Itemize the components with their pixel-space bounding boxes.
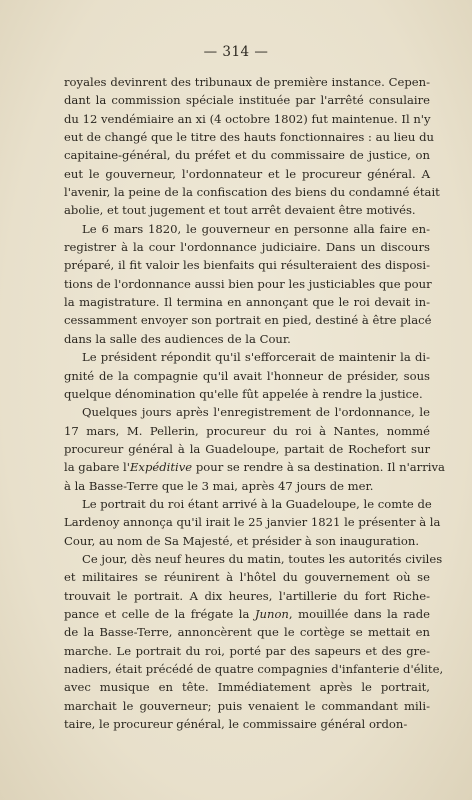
text-line: et militaires se réunirent à l'hôtel du gouvernement où se — [64, 570, 430, 585]
text-line: de la Basse-Terre, annoncèrent que le cortège se mettait en — [64, 625, 430, 640]
text-line: dans la salle des audiences de la Cour. — [64, 331, 291, 346]
page-number: — 314 — — [203, 44, 269, 60]
text-line: trouvait le portrait. A dix heures, l'artillerie du fort Riche- — [64, 588, 430, 603]
text-line: l'avenir, la peine de la confiscation des biens du condamné était — [64, 185, 440, 200]
text-line: la magistrature. Il termina en annonçant que le roi devait in- — [64, 295, 430, 310]
paragraph — [64, 220, 430, 348]
paragraph — [64, 403, 445, 495]
text-line: Cour, au nom de Sa Majesté, et présider à son inauguration. — [64, 533, 420, 548]
text-line: gnité de la compagnie qu'il avait l'honneur de présider, sous — [64, 368, 430, 383]
text-line: tions de l'ordonnance aussi bien pour les justiciables que pour — [64, 276, 432, 291]
paragraph — [64, 550, 444, 733]
text-line: quelque dénomination qu'elle fût appelée à rendre la justice. — [64, 386, 423, 401]
text-line: capitaine-général, du préfet et du commissaire de justice, on — [64, 148, 430, 163]
text-line: registrer à la cour l'ordonnance judiciaire. Dans un discours — [64, 240, 430, 255]
text-line: taire, le procureur général, le commissaire général ordon- — [64, 717, 408, 732]
paragraph — [64, 495, 441, 550]
text-line: préparé, il fit valoir les bienfaits qui résulteraient des disposi- — [64, 258, 430, 273]
ship-name: Junon — [254, 606, 289, 621]
text-line: à la Basse-Terre que le 3 mai, après 47 jours de mer. — [64, 478, 374, 493]
paragraph — [64, 73, 440, 220]
text-line: marchait le gouverneur; puis venaient le commandant mili- — [64, 698, 430, 713]
text-line: abolie, et tout jugement et tout arrêt devaient être motivés. — [64, 203, 416, 218]
text-line: eut le gouverneur, l'ordonnateur et le procureur général. A — [64, 166, 430, 181]
body-text — [64, 73, 445, 733]
text-line: Le portrait du roi étant arrivé à la Guadeloupe, le comte de — [82, 496, 432, 511]
text-line: dant la commission spéciale instituée par l'arrêté consulaire — [64, 93, 430, 108]
text-line: Le président répondit qu'il s'efforcerait de maintenir la di- — [82, 350, 430, 365]
text-line: procureur général à la Guadeloupe, partait de Rochefort sur — [64, 441, 430, 456]
text-line: royales devinrent des tribunaux de première instance. Cepen- — [64, 75, 430, 89]
text-line: la gabare l'Expéditive pour se rendre à sa destination. Il n'arriva — [64, 460, 445, 475]
text-line: Lardenoy annonça qu'il irait le 25 janvier 1821 le présenter à la — [64, 515, 441, 530]
text-line: pance et celle de la frégate la Junon, mouillée dans la rade — [64, 606, 430, 621]
text-line: cessamment envoyer son portrait en pied, destiné à être placé — [64, 313, 432, 328]
text-line: avec musique en tête. Immédiatement après le portrait, — [64, 680, 430, 695]
text-line: du 12 vendémiaire an xi (4 octobre 1802) fut maintenue. Il n'y — [64, 111, 431, 126]
ship-name: Expéditive — [129, 460, 193, 475]
text-line: nadiers, était précédé de quatre compagnies d'infanterie d'élite, — [64, 662, 444, 676]
text-line: marche. Le portrait du roi, porté par des sapeurs et des gre- — [64, 643, 430, 658]
text-line: Quelques jours après l'enregistrement de l'ordonnance, le — [82, 405, 430, 420]
text-line: 17 mars, M. Pellerin, procureur du roi à Nantes, nommé — [64, 423, 430, 438]
text-line: eut de changé que le titre des hauts fonctionnaires : au lieu du — [64, 130, 434, 145]
paragraph — [64, 348, 430, 403]
text-line: Ce jour, dès neuf heures du matin, toutes les autorités civiles — [82, 551, 443, 566]
text-line: Le 6 mars 1820, le gouverneur en personne alla faire en- — [82, 221, 430, 236]
